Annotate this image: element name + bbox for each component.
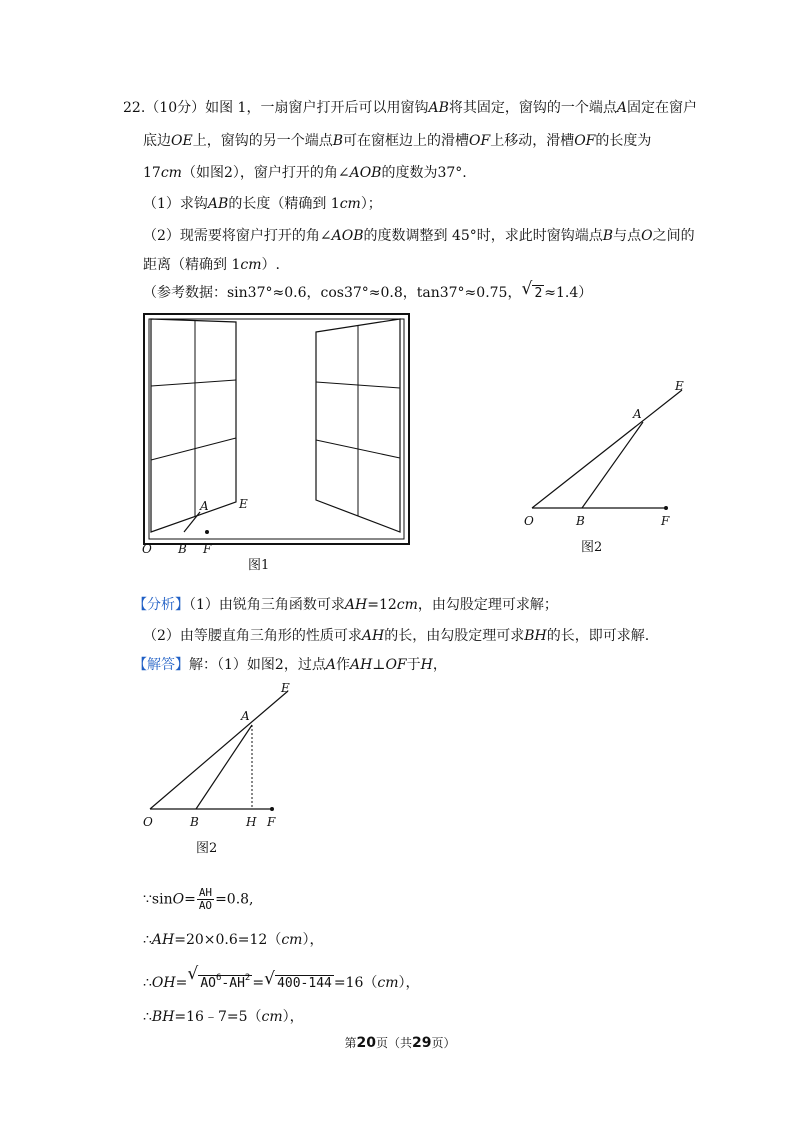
fig3-label-h: H [246,815,257,829]
point-f-dot [270,807,274,811]
answer-tag: 【解答】 [133,657,189,673]
reference-data: （参考数据：sin37°≈0.6，cos37°≈0.8，tan37°≈0.75， √ 2 ≈1.4） [143,283,592,304]
problem-line-3: 17cm（如图2），窗户打开的角∠AOB的度数为37°. [143,165,467,181]
fig3-label-b: B [190,815,199,829]
figure-3-diagram [138,678,303,863]
fig2-label-e: E [675,379,684,393]
question-1: （1）求钩AB的长度（精确到 1cm）； [143,196,382,212]
segment-ab [582,422,643,508]
fig3-label-f: F [267,815,276,829]
step-3: ∴OH= √ $AO^6-AH^2$ = √ 400-144 =16（cm）， [143,968,420,994]
outer-frame [144,314,409,544]
fig2-label-b: B [576,514,585,528]
fig1-label-f: F [203,542,212,556]
fig2-label-a: A [633,407,642,421]
fig3-label-e: E [281,681,290,695]
hook-ab [184,512,200,532]
figure-2-diagram [515,375,695,560]
left-window-pane [151,319,236,532]
sqrt-ao-ah: √ $AO^6-AH^2$ [187,964,251,991]
inner-frame [149,319,404,539]
question-2-cont: 距离（精确到 1cm）. [143,257,280,273]
point-f-dot [205,530,209,534]
page-footer: 第20页（共29页） [344,1035,456,1051]
answer-line-1: 【解答】解：（1）如图2，过点A作AH⊥OF于H， [133,657,447,673]
fig2-label-f: F [661,514,670,528]
fig2-label-o: O [524,514,534,528]
fig1-label-e: E [239,497,248,511]
fig3-label-o: O [143,815,153,829]
problem-number: 22 [123,100,141,116]
figure-1-window [140,310,415,580]
fig1-label-a: A [200,499,209,513]
fig1-label-o: O [142,542,152,556]
step-2: ∴AH=20×0.6=12（cm）， [143,932,324,948]
fig3-label-a: A [241,709,250,723]
problem-line-2: 底边OE上，窗钩的另一个端点B可在窗框边上的滑槽OF上移动，滑槽OF的长度为 [143,133,652,149]
page-number: 20 [356,1035,376,1051]
fig1-caption: 图1 [248,558,270,573]
analysis-line-1: 【分析】（1）由锐角三角函数可求AH=12cm，由勾股定理可求解； [133,597,558,613]
sqrt-400-144: √ 400-144 [264,969,332,991]
analysis-line-2: （2）由等腰直角三角形的性质可求AH的长，由勾股定理可求BH的长，即可求解. [143,628,650,644]
fig1-label-b: B [178,542,187,556]
analysis-tag: 【分析】 [133,597,189,613]
segment-ab [196,725,252,809]
problem-line-1: 22.（10分）如图 1，一扇窗户打开后可以用窗钩AB将其固定，窗钩的一个端点A固定在窗户 [123,100,697,116]
fig3-caption: 图2 [196,841,218,856]
question-2: （2）现需要将窗户打开的角∠AOB的度数调整到 45°时，求此时窗钩端点B与点O之间的 [143,228,695,244]
segment-oe [150,691,288,809]
point-f-dot [664,506,668,510]
sqrt-2: √ 2 [521,279,543,301]
step-1: ∵sinO= $\frac{AH}{AO}$ =0.8, [143,886,254,912]
step-4: ∴BH=16﹣7=5（cm）， [143,1009,304,1025]
fig2-caption: 图2 [581,540,603,555]
fraction-ah-ao: $\frac{AH}{AO}$ [198,886,213,912]
segment-oe [532,390,682,508]
page-total: 29 [412,1035,432,1051]
